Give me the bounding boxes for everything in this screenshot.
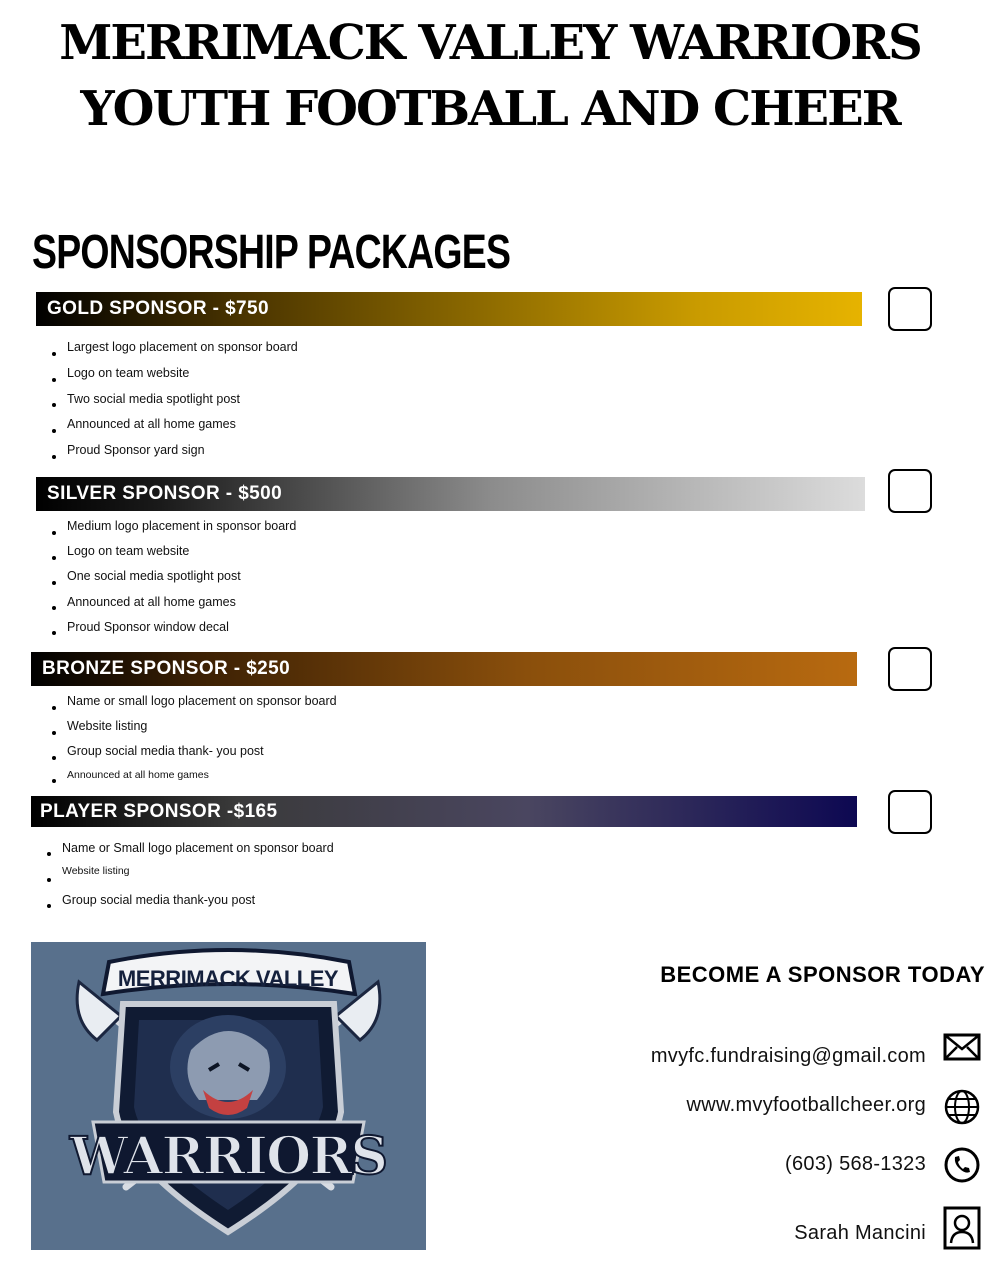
logo-main-text: WARRIORS — [69, 1126, 387, 1187]
list-item: Website listing — [45, 865, 334, 893]
bronze-sponsor-checkbox[interactable] — [888, 647, 932, 691]
list-item: Proud Sponsor yard sign — [50, 443, 298, 469]
logo-top-text: MERRIMACK VALLEY — [117, 966, 339, 991]
player-sponsor-checkbox[interactable] — [888, 790, 932, 834]
gold-sponsor-header — [36, 292, 862, 326]
player-sponsor-header — [31, 796, 857, 827]
phone-number[interactable]: (603) 568-1323 — [785, 1153, 926, 1175]
envelope-icon — [942, 1027, 982, 1067]
section-title: SPONSORSHIP PACKAGES — [32, 226, 511, 279]
bronze-sponsor-header — [31, 652, 857, 686]
person-icon — [942, 1205, 982, 1251]
cta-title: BECOME A SPONSOR TODAY — [660, 962, 985, 987]
list-item: Proud Sponsor window decal — [50, 620, 296, 645]
gold-sponsor-title: GOLD SPONSOR - $750 — [47, 298, 269, 319]
organization-title-line1: MERRIMACK VALLEY WARRIORS — [59, 15, 921, 71]
silver-sponsor-checkbox[interactable] — [888, 469, 932, 513]
silver-sponsor-benefits — [50, 519, 296, 645]
list-item: Logo on team website — [50, 366, 298, 392]
list-item: Group social media thank- you post — [50, 744, 337, 769]
list-item: Name or Small logo placement on sponsor board — [45, 841, 334, 865]
gold-sponsor-benefits — [50, 340, 298, 469]
list-item: Medium logo placement in sponsor board — [50, 519, 296, 544]
list-item: Announced at all home games — [50, 417, 298, 443]
list-item: Group social media thank-you post — [45, 893, 334, 917]
list-item: Announced at all home games — [50, 769, 337, 791]
contact-name: Sarah Mancini — [794, 1222, 926, 1244]
list-item: Website listing — [50, 719, 337, 744]
list-item: Largest logo placement on sponsor board — [50, 340, 298, 366]
email-address[interactable]: mvyfc.fundraising@gmail.com — [650, 1045, 926, 1067]
bronze-sponsor-title: BRONZE SPONSOR - $250 — [42, 658, 291, 679]
website-link[interactable]: www.mvyfootballcheer.org — [686, 1094, 926, 1116]
globe-icon — [942, 1087, 982, 1127]
player-sponsor-benefits — [45, 841, 334, 917]
list-item: Announced at all home games — [50, 595, 296, 620]
organization-title — [0, 10, 980, 142]
gold-sponsor-checkbox[interactable] — [888, 287, 932, 331]
phone-icon — [942, 1145, 982, 1185]
warriors-logo-graphic — [31, 942, 426, 1250]
silver-sponsor-title: SILVER SPONSOR - $500 — [47, 483, 283, 504]
list-item: One social media spotlight post — [50, 569, 296, 594]
list-item: Name or small logo placement on sponsor board — [50, 694, 337, 719]
team-logo — [31, 942, 426, 1250]
list-item: Two social media spotlight post — [50, 392, 298, 418]
silver-sponsor-header — [36, 477, 865, 511]
organization-title-line2: YOUTH FOOTBALL AND CHEER — [80, 81, 900, 137]
player-sponsor-title: PLAYER SPONSOR -$165 — [40, 800, 278, 822]
list-item: Logo on team website — [50, 544, 296, 569]
bronze-sponsor-benefits — [50, 694, 337, 791]
